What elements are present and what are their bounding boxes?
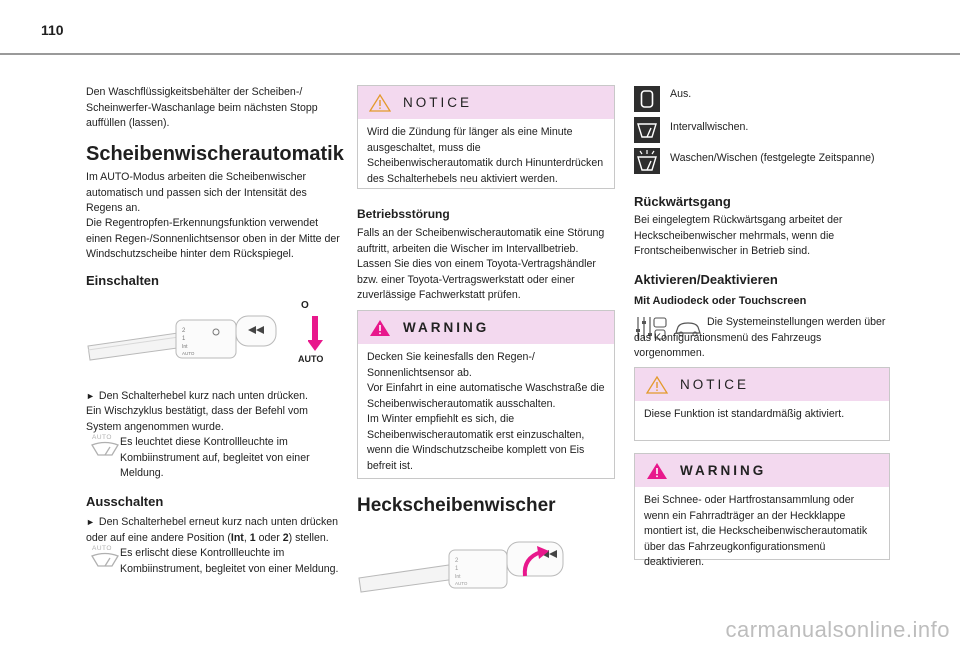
rear-wiper-interval-icon [634, 117, 660, 143]
heading-rueckwaertsgang: Rückwärtsgang [634, 194, 731, 209]
bullet-arrow-icon: ► [86, 391, 95, 401]
reverse-text: Bei eingelegtem Rückwärtsgang arbeitet der Heckscheibenwischer mehrmals, wenn die Frontscheibenwischer in Betrieb sind. [634, 214, 843, 257]
warning-body [358, 344, 614, 474]
warning-header [358, 311, 614, 344]
mode-label-off: Aus. [670, 88, 692, 100]
warning-title: WARNING [680, 463, 767, 478]
warning-header [635, 454, 889, 487]
svg-text:AUTO: AUTO [455, 581, 468, 586]
page-number: 110 [41, 22, 64, 38]
warning-text-1: Decken Sie keinesfalls den Regen-/ Sonnenlichtsensor ab. [367, 351, 535, 379]
notice-box-default [634, 367, 890, 441]
mode-label-interval: Intervallwischen. [670, 121, 749, 133]
intro-text: Den Waschflüssigkeitsbehälter der Scheiben-/ Scheinwerfer-Waschanlage beim nächsten Stopp auffüllen (lassen). [86, 86, 318, 129]
warning-text: Bei Schnee- oder Hartfrostansammlung oder wenn ein Fahrradträger an der Heckklappe montiert ist, die Heckscheibenwischerautomatik über das Fahrzeugkonfigurationsmenü deaktivieren. [644, 494, 868, 568]
svg-text:Int: Int [182, 344, 188, 350]
svg-text:AUTO: AUTO [182, 351, 195, 356]
warning-title: WARNING [403, 320, 490, 335]
einschalten-step [86, 389, 344, 405]
heading-einschalten: Einschalten [86, 273, 159, 288]
bullet-arrow-icon: ► [86, 517, 95, 527]
sep: , [243, 531, 250, 544]
heading-aktivieren-deaktivieren: Aktivieren/Deaktivieren [634, 272, 778, 287]
sensor-description: Die Regentropfen-Erkennungsfunktion verwendet einen Regen-/Sonnenlichtsensor oben in der Mitte der Windschutzscheibe hinter dem Rückspiegel. [86, 217, 340, 260]
top-divider [0, 53, 960, 55]
notice-title: NOTICE [403, 95, 473, 110]
svg-text:Int: Int [455, 574, 461, 580]
notice-text: Wird die Zündung für länger als eine Minute ausgeschaltet, muss die Scheibenwischerautomatik durch Hinunterdrücken des Schalterhebels neu aktiviert werden. [367, 126, 604, 185]
wiper-lever-illustration-on [86, 298, 326, 370]
sep: oder [255, 531, 283, 544]
lever-position-auto-label: AUTO [298, 354, 324, 364]
heading-ausschalten: Ausschalten [86, 494, 164, 509]
warning-box-snow [634, 453, 890, 568]
einschalten-result: Ein Wischzyklus bestätigt, dass der Befehl vom System angenommen wurde. [86, 405, 308, 433]
svg-text:2: 2 [182, 328, 186, 334]
svg-text:1: 1 [455, 566, 459, 572]
press-down-arrow-icon [308, 314, 324, 352]
warning-text-3: Im Winter empfiehlt es sich, die Scheibenwischerautomatik erst einzuschalten, wenn die Windschutzscheibe komplett von Eis befreit ist. [367, 413, 585, 472]
ausschalten-step-text-a: Den Schalterhebel erneut kurz nach unten drücken oder auf eine andere Position ( [86, 516, 339, 544]
caution-triangle-outline-icon [369, 94, 391, 112]
notice-text: Diese Funktion ist standardmäßig aktiviert. [644, 408, 845, 420]
position-1: 1 [249, 531, 256, 544]
section-title-rear-wiper: Heckscheibenwischer [357, 495, 556, 516]
auto-indicator-label: AUTO [92, 434, 112, 441]
rear-wiper-wash-icon [634, 148, 660, 174]
warning-triangle-icon [369, 319, 391, 337]
warning-text-2: Vor Einfahrt in eine automatische Waschstraße die Scheibenwischerautomatik ausschalten. [367, 382, 605, 410]
ausschalten-step-text-b: ) stellen. [288, 531, 329, 544]
warning-box-sensor [357, 310, 615, 479]
svg-text:2: 2 [455, 558, 459, 564]
position-int: Int [230, 531, 244, 544]
einschalten-led-text: Es leuchtet diese Kontrollleuchte im Kombiinstrument auf, begleitet von einer Meldung. [120, 436, 310, 479]
auto-wiper-indicator-off-icon [90, 545, 120, 573]
position-2: 2 [282, 531, 289, 544]
einschalten-step-text: Den Schalterhebel kurz nach unten drücken. [98, 390, 308, 402]
auto-indicator-label: AUTO [92, 545, 112, 552]
caution-triangle-outline-icon [646, 376, 668, 394]
rear-wiper-lever-illustration [357, 528, 577, 600]
notice-box-ignition [357, 85, 615, 189]
ausschalten-led-text: Es erlischt diese Kontrollleuchte im Kombiinstrument, begleitet von einer Meldung. [120, 547, 339, 575]
lever-position-o-label: O [301, 300, 309, 311]
heading-audiodeck: Mit Audiodeck oder Touchscreen [634, 295, 807, 307]
section-title-auto-wipers: Scheibenwischerautomatik [86, 143, 344, 165]
heading-betriebsstoerung: Betriebsstörung [357, 207, 450, 221]
auto-mode-description: Im AUTO-Modus arbeiten die Scheibenwischer automatisch und passen sich der Intensität des Regens an. [86, 171, 307, 214]
audio-text: Die Systemeinstellungen werden über das Konfigurationsmenü des Fahrzeugs vorgenommen. [634, 316, 886, 359]
rear-wiper-off-icon [634, 86, 660, 112]
notice-title: NOTICE [680, 377, 750, 392]
notice-header [358, 86, 614, 119]
svg-text:1: 1 [182, 336, 186, 342]
auto-wiper-indicator-icon [90, 434, 120, 462]
notice-header [635, 368, 889, 401]
fault-text: Falls an der Scheibenwischerautomatik eine Störung auftritt, arbeiten die Wischer im Intervallbetrieb. Lassen Sie dies von einem Toyota-Vertragshändler bzw. einer Toyota-Vertragswerkstatt oder einer zuverlässige Fachwerkstatt prüfen. [357, 227, 605, 301]
ausschalten-step [86, 515, 344, 546]
warning-triangle-icon [646, 462, 668, 480]
watermark: carmanualsonline.info [725, 617, 950, 642]
mode-label-wash: Waschen/Wischen (festgelegte Zeitspanne) [670, 152, 875, 164]
